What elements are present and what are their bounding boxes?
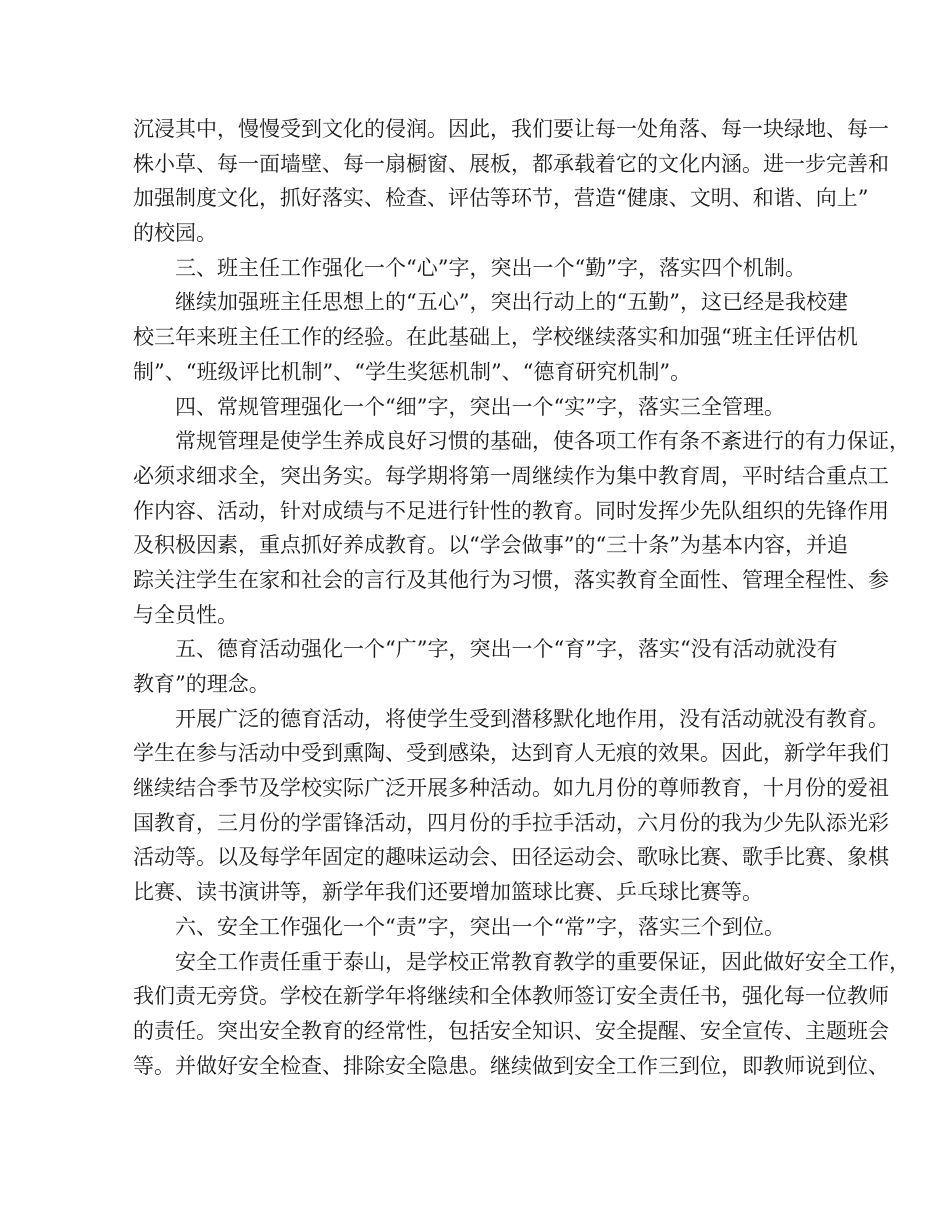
body-text — [133, 112, 910, 1083]
text-line: 的校园。 — [133, 221, 217, 246]
text-line: 国教育，三月份的学雷锋活动，四月份的手拉手活动，六月份的我为少先队添光彩 — [133, 810, 889, 835]
text-line: 制”、“班级评比机制”、“学生奖惩机制”、“德育研究机制”。 — [133, 359, 692, 384]
text-line: 等。并做好安全检查、排除安全隐患。继续做到安全工作三到位，即教师说到位、 — [133, 1053, 889, 1078]
text-line: 活动等。以及每学年固定的趣味运动会、田径运动会、歌咏比赛、歌手比赛、象棋 — [133, 845, 889, 870]
text-line: 踪关注学生在家和社会的言行及其他行为习惯，落实教育全面性、管理全程性、参 — [133, 567, 889, 592]
text-line: 株小草、每一面墙壁、每一扇橱窗、展板，都承载着它的文化内涵。进一步完善和 — [133, 151, 889, 176]
section-heading: 四、常规管理强化一个“细”字，突出一个“实”字，落实三全管理。 — [175, 394, 785, 419]
text-line: 加强制度文化，抓好落实、检查、评估等环节，营造“健康、文明、和谐、向上” — [133, 186, 869, 211]
text-line: 与全员性。 — [133, 602, 238, 627]
section-heading: 六、安全工作强化一个“责”字，突出一个“常”字，落实三个到位。 — [175, 914, 785, 939]
text-line: 比赛、读书演讲等，新学年我们还要增加篮球比赛、乒乓球比赛等。 — [133, 880, 763, 905]
text-line: 校三年来班主任工作的经验。在此基础上，学校继续落实和加强“班主任评估机 — [133, 325, 858, 350]
paragraph-first-line: 常规管理是使学生养成良好习惯的基础，使各项工作有条不紊进行的有力保证， — [175, 429, 910, 454]
section-heading: 五、德育活动强化一个“广”字，突出一个“育”字，落实“没有活动就没有 — [175, 637, 838, 662]
text-line: 学生在参与活动中受到熏陶、受到感染，达到育人无痕的效果。因此，新学年我们 — [133, 741, 889, 766]
paragraph-first-line: 继续加强班主任思想上的“五心”，突出行动上的“五勤”，这已经是我校建 — [175, 290, 848, 315]
text-line: 作内容、活动，针对成绩与不足进行针性的教育。同时发挥少先队组织的先锋作用 — [133, 498, 889, 523]
text-line: 及积极因素，重点抓好养成教育。以“学会做事”的“三十条”为基本内容，并追 — [133, 533, 848, 558]
paragraph-first-line: 安全工作责任重于泰山，是学校正常教育教学的重要保证，因此做好安全工作， — [175, 949, 910, 974]
text-line: 沉浸其中，慢慢受到文化的侵润。因此，我们要让每一处角落、每一块绿地、每一 — [133, 117, 889, 141]
section-heading: 三、班主任工作强化一个“心”字，突出一个“勤”字，落实四个机制。 — [175, 255, 806, 280]
text-line: 继续结合季节及学校实际广泛开展多种活动。如九月份的尊师教育，十月份的爱祖 — [133, 776, 889, 801]
text-line: 必须求细求全，突出务实。每学期将第一周继续作为集中教育周，平时结合重点工 — [133, 463, 889, 488]
text-line: 我们责无旁贷。学校在新学年将继续和全体教师签订安全责任书，强化每一位教师 — [133, 984, 889, 1009]
paragraph-first-line: 开展广泛的德育活动，将使学生受到潜移默化地作用，没有活动就没有教育。 — [175, 706, 889, 731]
text-line: 的责任。突出安全教育的经常性，包括安全知识、安全提醒、安全宣传、主题班会 — [133, 1018, 889, 1043]
section-heading-continued: 教育”的理念。 — [133, 672, 270, 696]
